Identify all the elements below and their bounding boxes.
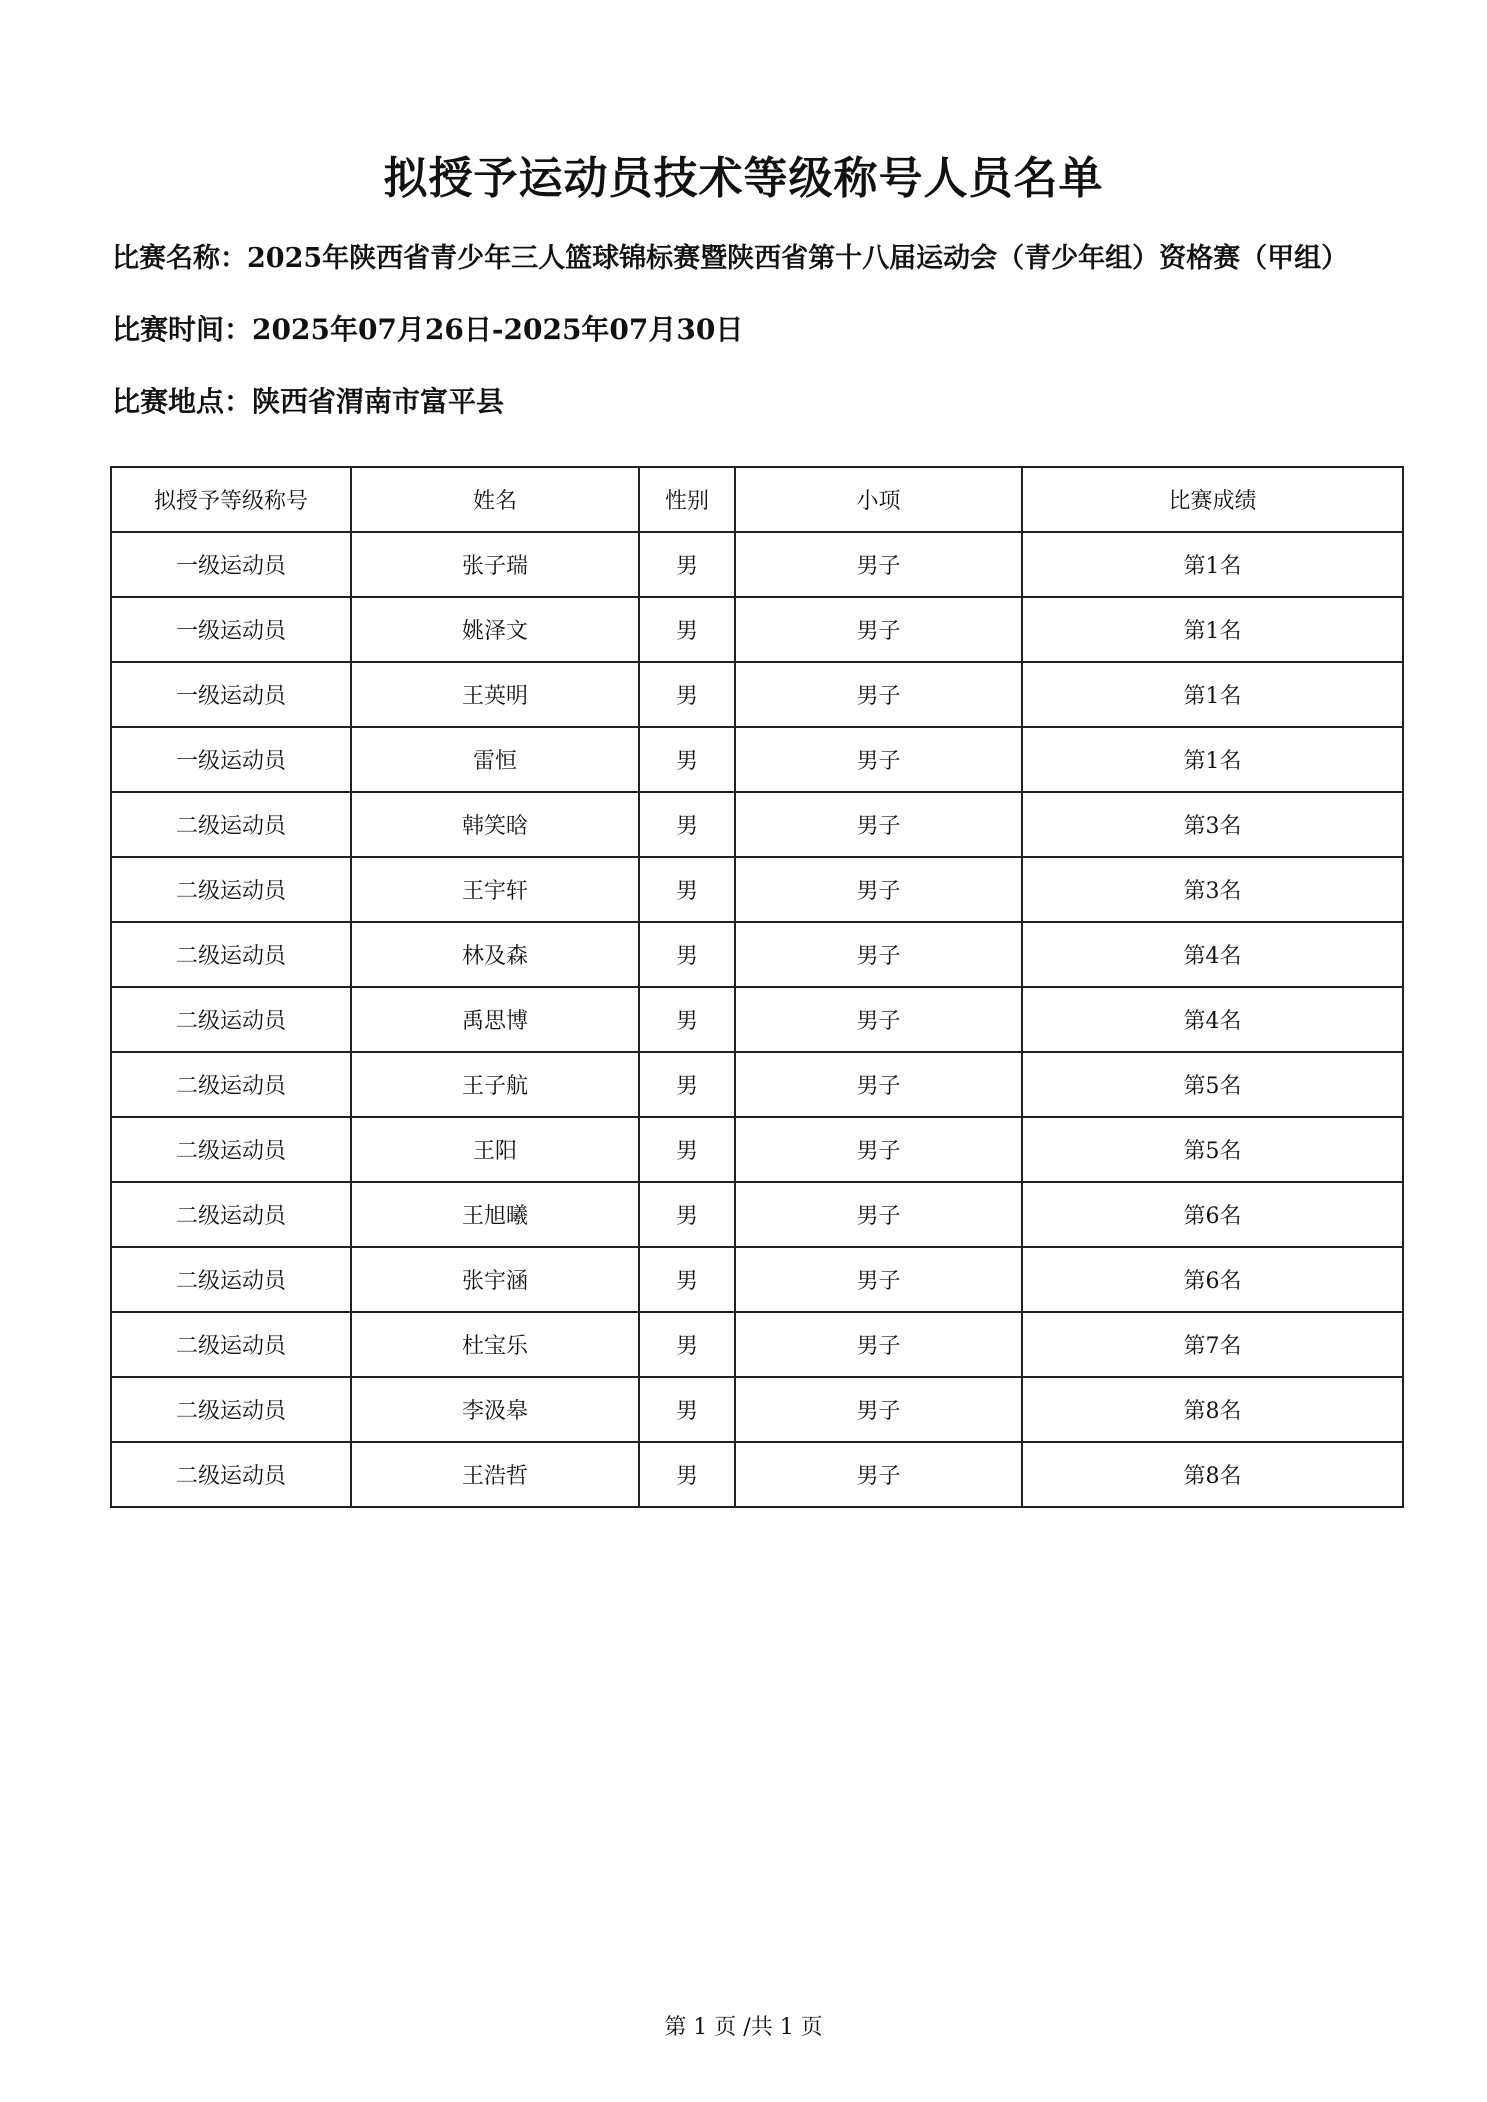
table-row	[111, 727, 1403, 792]
cell-level: 一级运动员	[111, 532, 351, 597]
competition-place-line	[112, 380, 504, 420]
competition-time-line	[112, 308, 743, 348]
cell-gender: 男	[639, 792, 735, 857]
cell-name: 王英明	[351, 662, 639, 727]
cell-result: 第3名	[1022, 792, 1403, 857]
cell-event: 男子	[735, 987, 1022, 1052]
cell-level: 一级运动员	[111, 727, 351, 792]
cell-name: 李汲皋	[351, 1377, 639, 1442]
table-row	[111, 1182, 1403, 1247]
cell-name: 张子瑞	[351, 532, 639, 597]
cell-event: 男子	[735, 727, 1022, 792]
table-row	[111, 857, 1403, 922]
cell-result: 第7名	[1022, 1312, 1403, 1377]
cell-result: 第1名	[1022, 662, 1403, 727]
cell-result: 第5名	[1022, 1052, 1403, 1117]
cell-level: 二级运动员	[111, 922, 351, 987]
cell-result: 第4名	[1022, 922, 1403, 987]
cell-result: 第4名	[1022, 987, 1403, 1052]
header-level: 拟授予等级称号	[111, 467, 351, 532]
table-row	[111, 1442, 1403, 1507]
cell-gender: 男	[639, 1117, 735, 1182]
cell-name: 王旭曦	[351, 1182, 639, 1247]
cell-name: 王阳	[351, 1117, 639, 1182]
cell-level: 一级运动员	[111, 662, 351, 727]
cell-name: 韩笑晗	[351, 792, 639, 857]
cell-gender: 男	[639, 922, 735, 987]
competition-place-label: 比赛地点：	[112, 385, 253, 418]
cell-gender: 男	[639, 1052, 735, 1117]
cell-event: 男子	[735, 922, 1022, 987]
cell-level: 二级运动员	[111, 1182, 351, 1247]
cell-name: 林及森	[351, 922, 639, 987]
header-gender: 性别	[639, 467, 735, 532]
cell-level: 二级运动员	[111, 1247, 351, 1312]
cell-result: 第6名	[1022, 1247, 1403, 1312]
competition-name-line	[112, 236, 1348, 275]
competition-time-value: 2025年07月26日-2025年07月30日	[252, 313, 744, 346]
table-header-row	[111, 467, 1403, 532]
cell-gender: 男	[639, 1247, 735, 1312]
table-row	[111, 1247, 1403, 1312]
cell-level: 二级运动员	[111, 1442, 351, 1507]
cell-event: 男子	[735, 1117, 1022, 1182]
cell-result: 第8名	[1022, 1442, 1403, 1507]
cell-gender: 男	[639, 1377, 735, 1442]
cell-event: 男子	[735, 1247, 1022, 1312]
cell-event: 男子	[735, 1377, 1022, 1442]
cell-level: 二级运动员	[111, 987, 351, 1052]
table-row	[111, 1117, 1403, 1182]
table-row	[111, 662, 1403, 727]
cell-gender: 男	[639, 532, 735, 597]
cell-event: 男子	[735, 1182, 1022, 1247]
cell-event: 男子	[735, 1052, 1022, 1117]
cell-name: 王宇轩	[351, 857, 639, 922]
cell-level: 一级运动员	[111, 597, 351, 662]
cell-name: 姚泽文	[351, 597, 639, 662]
cell-event: 男子	[735, 662, 1022, 727]
cell-result: 第6名	[1022, 1182, 1403, 1247]
cell-result: 第1名	[1022, 597, 1403, 662]
competition-time-label: 比赛时间：	[112, 313, 253, 346]
cell-gender: 男	[639, 1312, 735, 1377]
cell-event: 男子	[735, 597, 1022, 662]
table-row	[111, 987, 1403, 1052]
table-row	[111, 532, 1403, 597]
cell-level: 二级运动员	[111, 1312, 351, 1377]
cell-event: 男子	[735, 857, 1022, 922]
cell-event: 男子	[735, 532, 1022, 597]
cell-name: 张宇涵	[351, 1247, 639, 1312]
athlete-roster-table	[110, 466, 1404, 1508]
cell-name: 雷恒	[351, 727, 639, 792]
table-row	[111, 1377, 1403, 1442]
cell-result: 第1名	[1022, 532, 1403, 597]
table-row	[111, 1312, 1403, 1377]
cell-event: 男子	[735, 1312, 1022, 1377]
competition-place-value: 陕西省渭南市富平县	[252, 385, 505, 418]
table-row	[111, 922, 1403, 987]
table-row	[111, 1052, 1403, 1117]
cell-level: 二级运动员	[111, 1377, 351, 1442]
cell-name: 王子航	[351, 1052, 639, 1117]
cell-result: 第5名	[1022, 1117, 1403, 1182]
cell-level: 二级运动员	[111, 857, 351, 922]
cell-level: 二级运动员	[111, 1052, 351, 1117]
table-row	[111, 597, 1403, 662]
document-title: 拟授予运动员技术等级称号人员名单	[383, 153, 1104, 204]
cell-gender: 男	[639, 1442, 735, 1507]
header-result: 比赛成绩	[1022, 467, 1403, 532]
cell-level: 二级运动员	[111, 1117, 351, 1182]
cell-result: 第1名	[1022, 727, 1403, 792]
cell-result: 第8名	[1022, 1377, 1403, 1442]
cell-event: 男子	[735, 792, 1022, 857]
cell-gender: 男	[639, 857, 735, 922]
cell-gender: 男	[639, 1182, 735, 1247]
cell-event: 男子	[735, 1442, 1022, 1507]
cell-gender: 男	[639, 662, 735, 727]
cell-gender: 男	[639, 987, 735, 1052]
competition-name-label: 比赛名称：	[112, 243, 247, 274]
cell-name: 王浩哲	[351, 1442, 639, 1507]
cell-name: 杜宝乐	[351, 1312, 639, 1377]
table-body	[111, 532, 1403, 1507]
cell-level: 二级运动员	[111, 792, 351, 857]
table-row	[111, 792, 1403, 857]
cell-result: 第3名	[1022, 857, 1403, 922]
header-name: 姓名	[351, 467, 639, 532]
header-event: 小项	[735, 467, 1022, 532]
competition-name-value: 2025年陕西省青少年三人篮球锦标赛暨陕西省第十八届运动会（青少年组）资格赛（甲组）	[247, 243, 1349, 274]
cell-name: 禹思博	[351, 987, 639, 1052]
page-number: 第 1 页 /共 1 页	[664, 2015, 823, 2040]
cell-gender: 男	[639, 727, 735, 792]
cell-gender: 男	[639, 597, 735, 662]
